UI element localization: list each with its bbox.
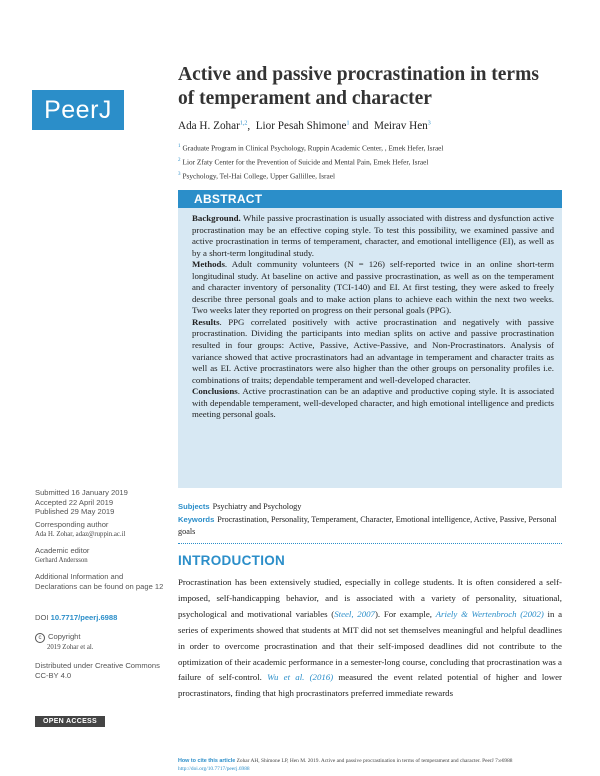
open-access-badge: OPEN ACCESS	[35, 716, 105, 727]
editor-name: Gerhard Andersson	[35, 556, 88, 564]
academic-editor	[35, 546, 165, 565]
citation-link[interactable]: Ariely & Wertenbroch (2002)	[435, 608, 544, 619]
abstract-results: Results. PPG correlated positively with active procrastination and negatively with passive procrastination. Dividing the participants into median splits on active and passive procrastination resulted in four groups: Active, Passive, Active-Passive, and Non-Procrastinators. Analysis of variance showed that active procrastinators had an advantage in temperament and character traits as well as EI. Active procrastinators were also higher than the other groups on personality profiles i.e. combinations of traits; dependable temperament and well-developed character.	[192, 316, 554, 385]
citation-footer: How to cite this article Zohar AH, Shimone LP, Hen M. 2019. Active and passive procrastination in terms of temperament and character. PeerJ 7:e6988 http://doi.org/10.7717/peerj.6988	[178, 758, 513, 772]
introduction-body: Procrastination has been extensively studied, especially in college students. It is often considered a self-imposed, self-handicapping behavior, and is associated with a variety of personality, situational, psychological and motivational variables (Steel, 2007). For example, Ariely & Wertenbroch (2002) in a series of experiments showed that students at MIT did not set themselves meaningful and helpful deadlines in order to overcome procrastination and that their self-imposed deadlines did not contribute to the optimization of their academic performance in a semester-long course, concluding that procrastination was a failure of self-control. Wu et al. (2016) measured the event related potential of higher and lower procrastinators, finding that high procrastinators preferred immediate rewards	[178, 577, 562, 699]
citation-link[interactable]: Wu et al. (2016)	[267, 672, 334, 683]
author-affil-sup: 1,2	[239, 120, 248, 127]
article-dates	[35, 488, 165, 517]
additional-info-text[interactable]: Additional Information and Declarations can be found on page 12	[35, 572, 164, 591]
corresponding-label: Corresponding author	[35, 520, 109, 529]
citation-link[interactable]: Steel, 2007	[334, 608, 375, 619]
doi-label: DOI	[35, 613, 49, 622]
doi-block	[35, 613, 165, 623]
submitted-date: Submitted 16 January 2019	[35, 488, 128, 497]
accepted-date: Accepted 22 April 2019	[35, 497, 114, 507]
additional-info	[35, 572, 165, 591]
author-affil-sup: 1	[346, 120, 350, 127]
published-date: Published 29 May 2019	[35, 507, 115, 517]
license-block	[35, 661, 165, 680]
peerj-logo: PeerJ	[32, 90, 124, 130]
abstract-heading: ABSTRACT	[178, 190, 562, 208]
author-name[interactable]: Ada H. Zohar	[178, 120, 240, 132]
author-name[interactable]: Meirav Hen	[374, 120, 428, 132]
license-text[interactable]: Distributed under Creative Commons CC-BY 4.0	[35, 661, 160, 680]
editor-label: Academic editor	[35, 546, 90, 555]
footer-doi-link[interactable]: http://doi.org/10.7717/peerj.6988	[178, 766, 250, 772]
copyright-holder: 2019 Zohar et al.	[47, 644, 94, 651]
section-divider	[178, 543, 562, 544]
subjects-keywords	[178, 501, 562, 539]
affiliation-item: $^1$ Graduate Program in Clinical Psychology, Ruppin Academic Center, , Emek Hefer, Israel	[178, 143, 444, 153]
affiliation-item: $^2$ Lior Zfaty Center for the Prevention of Suicide and Mental Pain, Emek Hefer, Israel	[178, 157, 429, 167]
corresponding-author	[35, 520, 165, 539]
keywords-line: Keywords Procrastination, Personality, Temperament, Character, Emotional intelligence, Active, Passive, Personal goals	[178, 514, 557, 536]
copyright-block: c Copyright 2019 Zohar et al.	[35, 632, 165, 652]
abstract-background: Background. While passive procrastination is usually associated with distress and dysfunction active procrastination may be an effective coping style. To test this possibility, we examined passive and active procrastination in terms of temperament, character, and emotional intelligence (EI), as well as by a short-term longitudinal study.	[192, 213, 554, 258]
author-name[interactable]: Lior Pesah Shimone	[255, 120, 347, 132]
subjects-line: Subjects Psychiatry and Psychology	[178, 502, 302, 511]
abstract-conclusions: Conclusions. Active procrastination can be an adaptive and productive coping style. It is associated with dependable temperament, well-developed character, and high emotional intelligence and predicts meeting personal goals.	[192, 386, 554, 420]
affiliations	[178, 141, 558, 183]
affiliation-item: $^3$ Psychology, Tel-Hai College, Upper Gallillee, Israel	[178, 171, 335, 181]
copyright-icon: c	[35, 633, 45, 643]
doi-link[interactable]: 10.7717/peerj.6988	[50, 613, 118, 622]
article-title: Active and passive procrastination in terms of temperament and character	[178, 64, 539, 109]
author-affil-sup: 3	[427, 120, 431, 127]
subjects-link[interactable]: Psychiatry and Psychology	[212, 502, 302, 511]
corresponding-email[interactable]: Ada H. Zohar, adaz@ruppin.ac.il	[35, 530, 126, 538]
author-list: Ada H. Zohar$^{1,2}$, Lior Pesah Shimone$^1$ and Meirav Hen$^3$	[178, 120, 431, 132]
introduction-heading: INTRODUCTION	[178, 553, 286, 568]
abstract-methods: Methods. Adult community volunteers (N = 126) self-reported twice in an online short-term longitudinal study. At baseline on active and passive procrastination, as well as on the temperament and character inventory of personality (TCI-140) and EI. At first testing, they were asked to freely describe three personal goals and to make action plans to achieve each within the next two weeks. Two weeks later they reported on progress on their personal goals (PPG).	[192, 259, 554, 316]
abstract-box	[178, 208, 562, 488]
